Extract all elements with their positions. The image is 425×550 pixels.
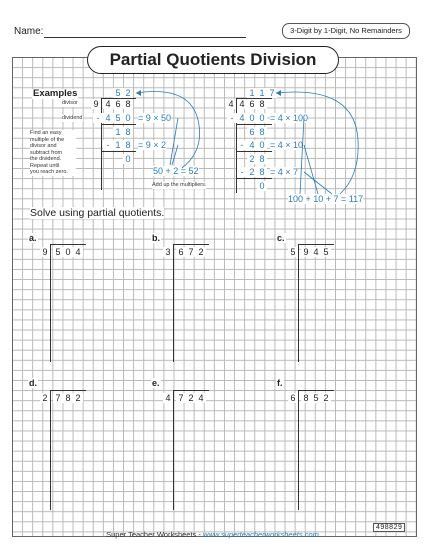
problem-dividend-digit: 4: [196, 393, 206, 403]
ex2-remainder-digit: 8: [257, 127, 267, 137]
ex2-step-digit: 0: [257, 113, 267, 123]
ex1-equation-2: = 9 × 2: [138, 140, 167, 150]
ex2-equation-1: = 4 × 100: [270, 113, 309, 123]
problem-label: a.: [29, 233, 37, 243]
ex2-minus: -: [237, 167, 247, 177]
ex2-step-digit: 4: [247, 140, 257, 150]
add-multipliers-note: Add up the multipliers.: [152, 182, 207, 188]
problem-label: b.: [152, 233, 160, 243]
ex2-quotient-digit: 7: [267, 88, 277, 98]
ex2-final-remainder: 0: [257, 181, 267, 191]
footer-separator: -: [196, 530, 203, 539]
problem-dividend-digit: 4: [73, 247, 83, 257]
footer: [0, 530, 425, 539]
page-title: Partial Quotients Division: [87, 46, 339, 74]
ex1-dividend-digit: 4: [103, 99, 113, 109]
problem-dividend-digit: 2: [196, 247, 206, 257]
problem-divisor: 2: [40, 393, 50, 403]
ex2-divisor: 4: [226, 99, 236, 109]
worksheet-level-tag: 3-Digit by 1-Digit, No Remainders: [282, 23, 410, 39]
division-bar: [298, 244, 334, 245]
example-instructions: Find an easy multiple of the divisor and subtract from the dividend. Repeat until you reach zero.: [30, 130, 76, 176]
division-wall: [298, 390, 299, 510]
problem-dividend-digit: 2: [321, 393, 331, 403]
ex2-quotient-digit: 1: [247, 88, 257, 98]
name-label: Name:: [14, 26, 44, 37]
problem-label: f.: [277, 378, 283, 388]
problem-dividend-digit: 2: [73, 393, 83, 403]
ex1-sum: 50 + 2 = 52: [153, 166, 199, 176]
problem-dividend-digit: 2: [186, 393, 196, 403]
problem-dividend-digit: 8: [301, 393, 311, 403]
ex2-step-digit: 8: [257, 167, 267, 177]
division-wall: [173, 390, 174, 510]
ex1-final-remainder: 0: [123, 154, 133, 164]
ex2-step-digit: 0: [247, 113, 257, 123]
worksheet-code: 498829: [373, 523, 405, 532]
problem-divisor: 5: [288, 247, 298, 257]
problem-dividend-digit: 4: [311, 247, 321, 257]
problem-dividend-digit: 5: [53, 247, 63, 257]
ex1-minus: -: [93, 113, 103, 123]
ex2-remainder-digit: 6: [247, 127, 257, 137]
problem-dividend-digit: 5: [311, 393, 321, 403]
problem-divisor: 4: [163, 393, 173, 403]
problem-dividend-digit: 5: [321, 247, 331, 257]
ex1-step-digit: 0: [123, 113, 133, 123]
division-bar: [298, 390, 334, 391]
ex1-quotient-digit: 5: [113, 88, 123, 98]
ex2-remainder-digit: 2: [247, 154, 257, 164]
footer-site-link[interactable]: www.superteacherworksheets.com: [202, 530, 319, 539]
division-wall: [173, 244, 174, 362]
problem-dividend-digit: 7: [53, 393, 63, 403]
ex1-remainder-digit: 1: [113, 127, 123, 137]
ex2-dividend-digit: 8: [257, 99, 267, 109]
ex2-step-digit: 4: [237, 113, 247, 123]
problem-label: c.: [277, 233, 285, 243]
instruction-text: Solve using partial quotients.: [30, 207, 165, 219]
problem-dividend-digit: 7: [176, 393, 186, 403]
problem-dividend-digit: 9: [301, 247, 311, 257]
division-bar: [50, 390, 86, 391]
problem-label: d.: [29, 378, 37, 388]
ex2-dividend-digit: 4: [237, 99, 247, 109]
footer-brand: Super Teacher Worksheets: [106, 530, 197, 539]
problem-dividend-digit: 6: [176, 247, 186, 257]
ex1-dividend-digit: 6: [113, 99, 123, 109]
division-wall: [50, 390, 51, 510]
problem-divisor: 6: [288, 393, 298, 403]
division-bar: [50, 244, 86, 245]
ex2-equation-3: = 4 × 7: [270, 167, 299, 177]
ex2-remainder-digit: 8: [257, 154, 267, 164]
ex1-step-digit: 8: [123, 140, 133, 150]
ex2-minus: -: [237, 140, 247, 150]
ex2-step-digit: 0: [257, 140, 267, 150]
ex1-quotient-digit: 2: [123, 88, 133, 98]
dividend-label: dividend: [62, 115, 83, 121]
ex1-minus: -: [103, 140, 113, 150]
ex1-dividend-digit: 8: [123, 99, 133, 109]
examples-heading: Examples: [33, 88, 78, 99]
ex1-equation-1: = 9 × 50: [138, 113, 172, 123]
ex2-quotient-digit: 1: [257, 88, 267, 98]
ex1-divisor: 9: [91, 99, 101, 109]
ex1-step-digit: 1: [113, 140, 123, 150]
problem-divisor: 9: [40, 247, 50, 257]
problem-dividend-digit: 8: [63, 393, 73, 403]
ex2-equation-2: = 4 × 10: [270, 140, 304, 150]
problem-divisor: 3: [163, 247, 173, 257]
ex1-step-digit: 5: [113, 113, 123, 123]
problem-dividend-digit: 0: [63, 247, 73, 257]
problem-label: e.: [152, 378, 160, 388]
problem-dividend-digit: 7: [186, 247, 196, 257]
ex2-step-digit: 2: [247, 167, 257, 177]
divisor-label: divisor: [62, 100, 78, 106]
division-bar: [173, 244, 209, 245]
ex1-remainder-digit: 8: [123, 127, 133, 137]
ex2-minus: -: [227, 113, 237, 123]
ex1-step-digit: 4: [103, 113, 113, 123]
ex2-dividend-digit: 6: [247, 99, 257, 109]
ex2-sum: 100 + 10 + 7 = 117: [288, 194, 364, 204]
division-wall: [50, 244, 51, 362]
division-wall: [298, 244, 299, 362]
division-bar: [173, 390, 209, 391]
